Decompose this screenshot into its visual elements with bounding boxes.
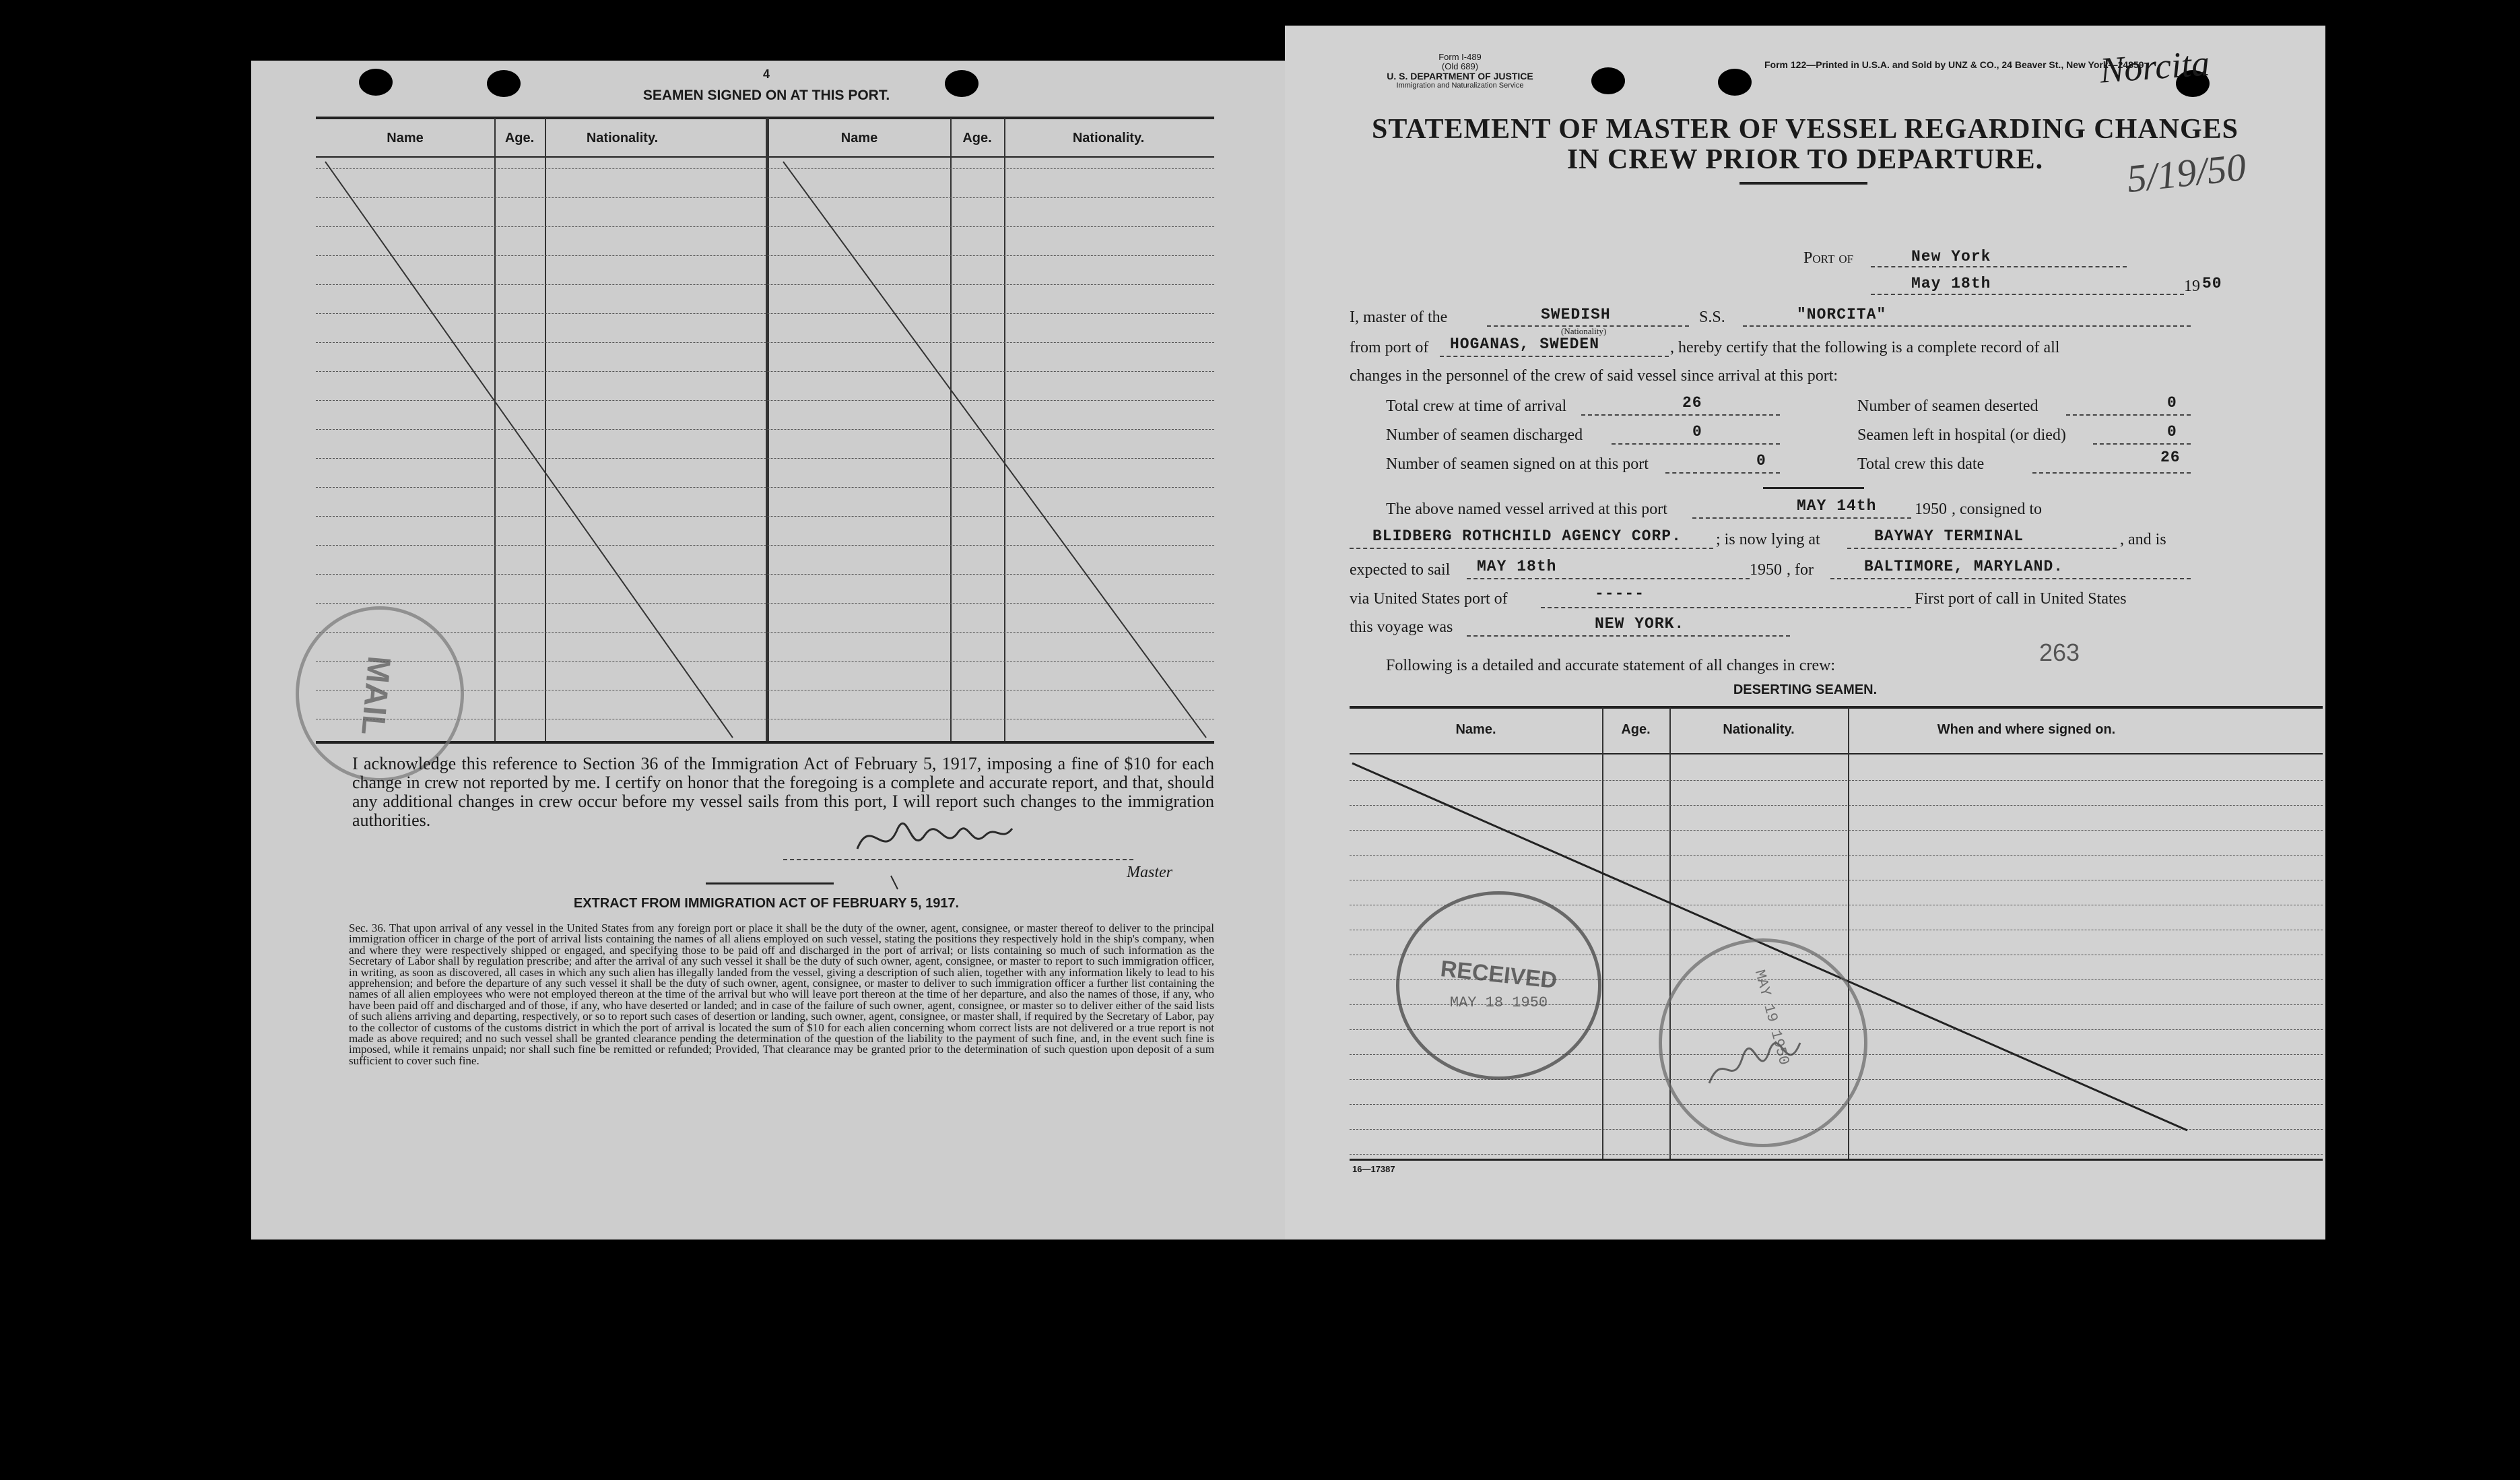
consignee-value: BLIDBERG ROTHCHILD AGENCY CORP. [1372, 527, 1682, 545]
handwritten-date: 5/19/50 [2125, 144, 2249, 201]
arrived-year: 1950 [1915, 501, 1947, 518]
printer-line: Form 122—Printed in U.S.A. and Sold by UNZ & CO., 24 Beaver St., New York—24859 [1764, 59, 2144, 70]
extract-title: EXTRACT FROM IMMIGRATION ACT OF FEBRUARY 5, 1917. [573, 896, 960, 911]
total-arrival-value: 26 [1682, 394, 1702, 412]
left-table-title: SEAMEN SIGNED ON AT THIS PORT. [642, 88, 890, 103]
signature-line [783, 859, 1133, 860]
total-arrival-label: Total crew at time of arrival [1386, 397, 1567, 415]
master-label: Master [1127, 864, 1172, 881]
signed-on-value: 0 [1756, 452, 1766, 470]
discharged-label: Number of seamen discharged [1386, 426, 1583, 444]
year-prefix: 19 [2184, 278, 2200, 295]
nationality-label: (Nationality) [1561, 326, 1607, 336]
extract-text: Sec. 36. That upon arrival of any vessel in the United States from any foreign port or place it shall be the duty of the owner, agent, consignee, or master thereof to deliver to the principal immigration officer in charge of the port of arrival lists containing the names of all aliens employed on such vessel, stating the positions they respectively hold in the ship's company, when and where they were respectively shipped or engaged, and specifying those to be paid off and discharged in the port of arrival; or lists containing so much of such information as the Secretary of Labor shall by regulation prescribe; and after the arrival of any such vessel it shall be the duty of such owner, agent, consignee, or master to report to such immigration officer, in writing, as soon as discovered, all cases in which any such alien has illegally landed from the vessel, giving a description of such alien, together with any information likely to lead to his apprehension; and before the departure of any such vessel it shall be the duty of such owner, agent, consignee, or master to deliver to such immigration officer a further list containing the names of all alien employees who were not employed thereon at the time of the arrival but who will leave port thereon at the time of her departure, and also the names of those, if any, who have been paid off and discharged and of those, if any, who have deserted or landed; and in case of the failure of such owner, agent, consignee, or master so to deliver either of the said lists of such aliens arriving and departing, respectively, or so to report such cases of desertion or landing, such owner, agent, consignee, or master shall, if required by the Secretary of Labor, pay to the collector of customs of the customs district in which the port of arrival is located the sum of $10 for each alien concerning whom correct lists are not delivered or a true report is not made as above required; and no such vessel shall be granted clearance pending the determination of the question of the liability to the payment of such fine, and, in the event such fine is imposed, while it remains unpaid; nor shall such fine be remitted or refunded; Provided, That clearance may be granted prior to the determination of such question upon deposit of a sum sufficient to cover such fine. [349, 922, 1214, 1067]
and-is-label: , and is [2120, 531, 2166, 548]
form-title-line1: STATEMENT OF MASTER OF VESSEL REGARDING CHANGES [1371, 114, 2239, 145]
stamp-number: 263 [2039, 639, 2080, 666]
total-date-label: Total crew this date [1857, 455, 1985, 473]
voyage-label: this voyage was [1350, 618, 1453, 636]
stamp-signature [1702, 1023, 1810, 1103]
signed-on-label: Number of seamen signed on at this port [1386, 455, 1649, 473]
total-date-value: 26 [2160, 449, 2181, 466]
lying-label: ; is now lying at [1716, 531, 1820, 548]
col-header: When and where signed on. [1937, 722, 2116, 737]
deserted-label: Number of seamen deserted [1857, 397, 2038, 415]
arrived-value: MAY 14th [1797, 497, 1877, 515]
consigned-label: , consigned to [1952, 501, 2042, 518]
left-page [251, 61, 1285, 1240]
port-label: Port of [1803, 249, 1854, 267]
cancel-line [783, 162, 1206, 738]
certify-text: , hereby certify that the following is a complete record of all [1670, 339, 2060, 356]
from-port-value: HOGANAS, SWEDEN [1450, 335, 1600, 353]
col-header: Name [387, 131, 424, 146]
port-value: New York [1911, 248, 1991, 265]
sail-year: 1950 [1750, 561, 1782, 579]
col-header: Name. [1455, 722, 1496, 737]
date-value: May 18th [1911, 275, 1991, 292]
col-header: Age. [504, 131, 535, 146]
form-title-line2: IN CREW PRIOR TO DEPARTURE. [1566, 144, 2044, 175]
col-header: Nationality. [1072, 131, 1145, 146]
vessel-value: "NORCITA" [1797, 306, 1887, 323]
sail-date-value: MAY 18th [1477, 558, 1557, 575]
first-port-label: First port of call in United States [1915, 590, 2127, 608]
col-header: Nationality. [586, 131, 659, 146]
discharged-value: 0 [1692, 423, 1702, 441]
arrival-stamp: MAY 19 1950 [1659, 938, 1867, 1147]
destination-value: BALTIMORE, MARYLAND. [1864, 558, 2064, 575]
footer-code: 16—17387 [1352, 1164, 1395, 1174]
hospital-value: 0 [2167, 423, 2177, 441]
rule [706, 882, 834, 884]
col-header: Age. [1621, 722, 1651, 737]
terminal-value: BAYWAY TERMINAL [1874, 527, 2024, 545]
master-signature [844, 802, 1032, 896]
following-text: Following is a detailed and accurate statement of all changes in crew: [1386, 657, 1836, 674]
service: Immigration and Naturalization Service [1396, 82, 1524, 90]
handwritten-vessel: Norcita [2098, 42, 2211, 91]
for-label: , for [1787, 561, 1814, 579]
deserted-value: 0 [2167, 394, 2177, 412]
changes-text: changes in the personnel of the crew of said vessel since arrival at this port: [1350, 367, 1838, 385]
year-value: 50 [2202, 275, 2222, 292]
mail-stamp: MAIL [296, 606, 464, 781]
col-header: Name [840, 131, 878, 146]
via-label: via United States port of [1350, 590, 1508, 608]
form-old: (Old 689) [1441, 61, 1479, 71]
ss-label: S.S. [1699, 309, 1725, 326]
col-header: Nationality. [1723, 722, 1795, 737]
first-port-value: NEW YORK. [1595, 615, 1685, 633]
hospital-label: Seamen left in hospital (or died) [1857, 426, 2066, 444]
received-stamp: RECEIVED MAY 18 1950 [1396, 891, 1601, 1080]
department: U. S. DEPARTMENT OF JUSTICE [1387, 71, 1533, 82]
page-number: 4 [762, 67, 770, 81]
master-of-label: I, master of the [1350, 309, 1448, 326]
acknowledgement-text: I acknowledge this reference to Section 36 of the Immigration Act of February 5, 1917, imposing a fine of $10 for each change in crew not reported by me. I certify on honor that the foregoing is a complete and accurate report, and that, should any additional changes in crew occur before my vessel sails from this port, I will report such changes to the immigration authorities. [352, 754, 1214, 830]
expected-label: expected to sail [1350, 561, 1451, 579]
right-page [1285, 26, 2325, 1240]
arrived-label: The above named vessel arrived at this port [1386, 501, 1667, 518]
col-header: Age. [962, 131, 992, 146]
form-number: Form I-489 [1438, 52, 1482, 62]
from-port-label: from port of [1350, 339, 1429, 356]
via-value: ----- [1595, 585, 1645, 602]
deserting-title: DESERTING SEAMEN. [1733, 682, 1878, 697]
nationality-value: SWEDISH [1541, 306, 1611, 323]
